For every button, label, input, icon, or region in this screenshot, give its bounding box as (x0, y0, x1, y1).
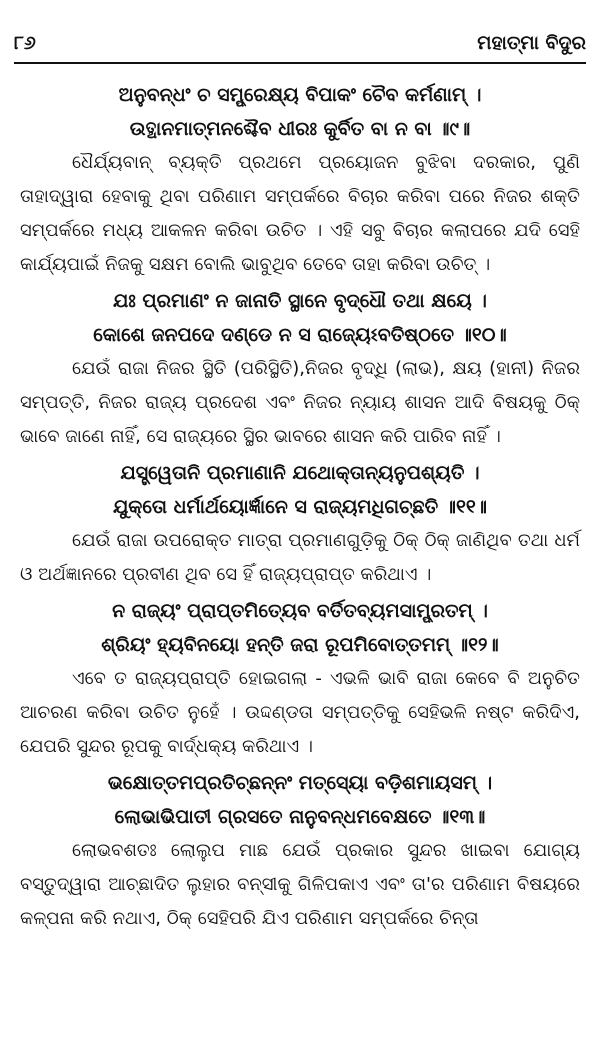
header-rule (14, 62, 586, 64)
verse-line: ନ ରାଜ୍ୟଂ ପ୍ରାପ୍ତମିତ୍ୟେବ ବର୍ତିତବ୍ୟମସାମ୍ପ୍ରତମ୍ । (112, 600, 488, 622)
shloka-block (20, 594, 580, 764)
commentary-paragraph: ଧୈର୍ଯ୍ୟବାନ୍ ବ୍ୟକ୍ତି ପ୍ରଥମେ ପ୍ରୟୋଜନ ବୁଝିବା ଦରକାର, ପୁଣି ତାହାଦ୍ୱାରା ହେବାକୁ ଥିବା ପରିଣାମ ସମ୍ପର୍କରେ ବିଚାର କରିବା ପରେ ନିଜର ଶକ୍ତି ସମ୍ପର୍କରେ ମଧ୍ୟ ଆକଳନ କରିବା ଉଚିତ । ଏହି ସବୁ ବିଚାର କଲାପରେ ଯଦି ସେହି କାର୍ଯ୍ୟପାଇଁ ନିଜକୁ ସକ୍ଷମ ବୋଲି ଭାବୁଥିବ ତେବେ ତାହା କରିବା ଉଚିତ୍ । (20, 152, 580, 275)
commentary-paragraph: ଯେଉଁ ରାଜା ନିଜର ସ୍ଥିତି (ପରିସ୍ଥିତି),ନିଜର ବୃଦ୍ଧି (ଲାଭ), କ୍ଷୟ (ହାନୀ) ନିଜର ସମ୍ପତ୍ତି, ନିଜର ରାଜ୍ୟ ପ୍ରଦେଶ ଏବଂ ନିଜର ନ୍ୟାୟ ଶାସନ ଆଦି ବିଷୟକୁ ଠିକ୍ ଭାବେ ଜାଣେ ନାହିଁ, ସେ ରାଜ୍ୟରେ ସ୍ଥିର ଭାବରେ ଶାସନ କରି ପାରିବ ନାହିଁ । (20, 358, 580, 447)
commentary-paragraph: ଯେଉଁ ରାଜା ଉପରୋକ୍ତ ମାତ୍ରା ପ୍ରମାଣଗୁଡ଼ିକୁ ଠିକ୍ ଠିକ୍ ଜାଣିଥିବ ତଥା ଧର୍ମ ଓ ଅର୍ଥଜ୍ଞାନରେ ପ୍ରବୀଣ ଥିବ ସେ ହିଁ ରାଜ୍ୟପ୍ରାପ୍ତ କରିଥାଏ । (20, 530, 580, 585)
verse-line: ଶ୍ରିୟଂ ହ୍ୟବିନୟୋ ହନ୍ତି ଜରା ରୂପମିବୋତ୍ତମମ୍ ॥୧୨॥ (101, 634, 499, 656)
verse-line: କୋଶେ ଜନପଦେ ଦଣ୍ଡେ ନ ସ ରାଜ୍ୟେଽବତିଷ୍ଠତେ ॥୧୦॥ (93, 324, 507, 346)
verse-line: ଯସ୍ତ୍ୱେତାନି ପ୍ରମାଣାନି ଯଥୋକ୍ତାନ୍ୟନୁପଶ୍ୟତି । (120, 462, 480, 484)
verse-line: ଅନୁବନ୍ଧଂ ଚ ସମ୍ପ୍ରେକ୍ଷ୍ୟ ବିପାକଂ ଚୈବ କର୍ମଣାମ୍ । (118, 84, 482, 106)
shloka-block (20, 766, 580, 936)
shloka-block (20, 284, 580, 454)
verse-line: ଉତ୍ଥାନମାତ୍ମନଶ୍ଚୈବ ଧୀରଃ କୁର୍ବିତ ବା ନ ବା ॥୯॥ (129, 118, 471, 140)
verse-line: ଲୋଭାଭିପାତୀ ଗ୍ରସତେ ନାନୁବନ୍ଧମବେକ୍ଷତେ ॥୧୩॥ (114, 806, 486, 828)
page-header (14, 28, 586, 58)
shloka-block (20, 78, 580, 282)
commentary-paragraph: ଲୋଭବଶତଃ ଲୋଲୁପ ମାଛ ଯେଉଁ ପ୍ରକାର ସୁନ୍ଦର ଖାଇବା ଯୋଗ୍ୟ ବସ୍ତୁଦ୍ୱାରା ଆଚ୍ଛାଦିତ ଲୁହାର ବନ୍ସୀକୁ ଗିଳିପକାଏ ଏବଂ ତା'ର ପରିଣାମ ବିଷୟରେ କଳ୍ପନା କରି ନଥାଏ, ଠିକ୍ ସେହିପରି ଯିଏ ପରିଣାମ ସମ୍ପର୍କରେ ଚିନ୍ତା (20, 840, 580, 929)
verse-line: ଯଃ ପ୍ରମାଣଂ ନ ଜାନାତି ସ୍ଥାନେ ବୃଦ୍ଧୌ ତଥା କ୍ଷୟେ । (113, 290, 487, 312)
page-number: ୮୬ (14, 32, 36, 54)
verse-line: ଯୁକ୍ତୋ ଧର୍ମାର୍ଥୟୋର୍ଜ୍ଞାନେ ସ ରାଜ୍ୟମଧିଗଚ୍ଛତି ॥୧୧॥ (112, 496, 488, 518)
verse-line: ଭକ୍ଷୋତ୍ତମପ୍ରତିଚ୍ଛନ୍ନଂ ମତ୍ସ୍ୟୋ ବଡ଼ିଶମାୟସମ୍ । (107, 772, 493, 794)
page-content (20, 78, 580, 938)
commentary-paragraph: ଏବେ ତ ରାଜ୍ୟପ୍ରାପ୍ତି ହୋଇଗଲା - ଏଭଳି ଭାବି ରାଜା କେବେ ବି ଅନୁଚିତ ଆଚରଣ କରିବା ଉଚିତ ନୁହେଁ । ଉଦ୍ଦଣ୍ଡତା ସମ୍ପତ୍ତିକୁ ସେହିଭଳି ନଷ୍ଟ କରିଦିଏ, ଯେପରି ସୁନ୍ଦର ରୂପକୁ ବାର୍ଦ୍ଧକ୍ୟ କରିଥାଏ । (20, 668, 580, 757)
running-title: ମହାତ୍ମା ବିଦୁର (477, 32, 586, 54)
shloka-block (20, 456, 580, 592)
